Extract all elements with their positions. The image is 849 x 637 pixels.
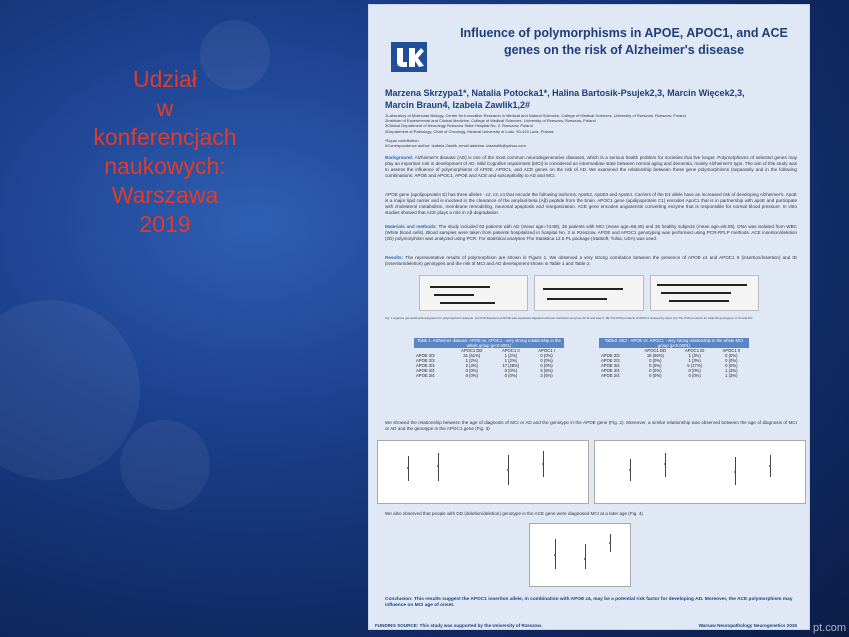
poster-title-line: Influence of polymorphisms in APOE, APOC1, and ACE <box>460 26 788 40</box>
affiliation-line: 4Department of Pathology, Chair of Oncology, Medical University of Lodz, 90-419 Lodz, Poland; <box>385 128 555 134</box>
table-header: APOC1 ID <box>684 348 705 353</box>
table-title: Table 1. Alzheimer disease: APOE vs. APOC1 - very strong relationship in the whole group (p<0.0001) <box>414 338 564 348</box>
affiliation-line: 1Laboratory of Molecular Biology, Centre for Innovative Research in Medical and Natural Sciences, College of Medical Sciences, University of Rzeszow, Rzeszow, Poland <box>385 113 686 118</box>
poster-title-line: genes on the risk of Alzheimer's disease <box>503 43 745 57</box>
table-header: APOC1 DD <box>644 348 667 353</box>
figure-4-plot <box>529 523 631 587</box>
authors-line: Marcin Braun4, Izabela Zawlik1,2# <box>385 100 531 110</box>
figure-2-plots <box>377 440 589 504</box>
gel-image-c <box>650 275 759 311</box>
background-section <box>385 155 797 179</box>
table-header: APOC1 II <box>501 348 520 353</box>
table-title: Table2. MCI - APOE vs. APOC1 - very strong relationship in the whole MCI group (p<0.0001) <box>599 338 749 348</box>
side-text-line: Warszawa <box>111 182 219 208</box>
table-row: APOE 3/4 2 (3%) 17 (28%) 0 (0%) <box>416 363 553 368</box>
section-body: The study included 63 patients with AD (mean age=74.88), 35 patients with MCI (mean age=68.45) and 35 healthy subjects (mean age=66.05). DNA was isolated from WBC (White blood cells). Blood samples were taken from patients hospitalized in hospital No. 2 in Rzeszow. APOE and APOC1 genotyping was performed using PCR-RFLP methods. ACE insertion/deletion (I/D) polymorphism was analyzed using PCR. For statistical analyses The Statistica 12.5 PL package (Statsoft, Tulsa, USA) was used. <box>385 224 797 241</box>
funding-source: FUNDING SOURCE: This study was supported by the University of Rzeszow. <box>375 623 543 628</box>
section-body: The representative results of polymorphism are shown in Figure 1. We observed a very strong correlation between the presence of APOE ε4 and APOC1 II (insertion/insertion) and ID (insertion/deletion) genotypes and the risk of MCI and AD development shown in Table 1 and Table 2. <box>385 255 797 266</box>
table-header: APOC1 I <box>538 348 555 353</box>
gel-image-b <box>534 275 643 311</box>
side-text-line: konferencjach <box>93 124 237 150</box>
watermark-text: pt.com <box>812 622 846 634</box>
correspondence-line: #Correspondence author: Izabela Zawlik, email address: izazawlik@yahoo.com <box>385 143 526 149</box>
table-row: APOE 2/4 0 (0%) 0 (0%) 3 (5%) <box>416 373 553 378</box>
table-1 <box>414 338 564 378</box>
affiliation-line: *Equal contribution <box>385 137 419 143</box>
background-bubble <box>120 420 210 510</box>
university-logo-icon <box>391 42 427 72</box>
table-row: APOE 3/3 31 (51%) 1 (2%) 0 (0%) <box>416 353 553 358</box>
figure-3-plots <box>594 440 806 504</box>
affiliation-line: 3Clinical Department of Neurology Rzeszow State Hospital No. 2, Rzeszow, Poland <box>385 123 533 129</box>
relationship-text <box>385 420 797 432</box>
figure-1-gels <box>419 275 759 311</box>
table-header: APOC1 DD <box>461 348 483 353</box>
table-row: APOE 4/4 0 (0%) 0 (0%) 1 (3%) <box>601 368 738 373</box>
poster-title <box>449 25 799 59</box>
side-text-line: 2019 <box>139 211 191 237</box>
side-text-line: naukowych: <box>104 153 226 179</box>
section-heading: Results: <box>385 255 404 260</box>
scientific-poster <box>368 4 810 630</box>
section-heading: Materials and methods: <box>385 224 437 229</box>
table-row: APOE 4/4 0 (0%) 0 (0%) 5 (8%) <box>416 368 553 373</box>
background-section-2 <box>385 192 797 216</box>
table-2 <box>599 338 749 378</box>
side-text-line: w <box>156 95 174 121</box>
table-row: APOE 2/3 1 (2%) 1 (2%) 0 (0%) <box>416 358 553 363</box>
affiliations <box>385 113 805 148</box>
figure-1-caption: Fig. 1 Agarose gel electrophoretograms for polymorphism analysis. (A) PCR fragment of APOE was separated digested with two restriction enzymes Afl III and Hae II. (B) The PCR products of APOC1 cleaved by HpaI. (C) The PCR products for ACE I/D genotypes: II, ID and DD. <box>385 316 754 320</box>
table-row: APOE 3/3 19 (66%) 1 (3%) 0 (0%) <box>601 353 738 358</box>
affiliation-line: 2Institute of Experimental and Clinical Medicine, College of Medical Sciences, University of Rzeszow, Rzeszow, Poland <box>385 118 596 124</box>
gel-image-a <box>419 275 528 311</box>
table-row: APOE 2/4 0 (0%) 0 (0%) 1 (3%) <box>601 373 738 378</box>
section-body: Alzheimer's disease (AD) is one of the most common neurodegenerative diseases, which is a serious health problem for societies that live longer. Polymorphisms of selected genes may play an important role in development of AD. Mild Cognitive Impairment (MCI) is considered an intermediate state between normal aging and dementia, mainly Alzheimer's type. The aim of this study was to assess the influence of polymorphisms of APOE, APOC1, and ACE genes on the risk of AD. We examined the relationship between these gene polymorphisms (separately and in the following combinations: APOE and APOC1, APOE and ACE and susceptibility to AD and MCI. <box>385 155 797 178</box>
methods-section <box>385 224 797 242</box>
section-body: APOE gene (apolipoprotein E) has three alleles - ε2, ε3, ε4 that encode the following isoforms: ApoE2, ApoE3 and ApoE4. Carriers of the E4 allele have an increased risk of developing Alzheimer's. ApoE is a major lipid carrier and is involved in the clearance of the amyloid-beta (Aβ) peptide from the brain. APOC1 gene (apolipoprotein C1) encodes ApoC1 that is in partnership with apoE and participate with cholesterol metabolism, membrane remodeling, neuronal apoptosis and reorganization. ACE gene encodes angiotensin converting enzyme that is responsible for normal blood pressure. In vitro studies showed that ACE plays a role in Aβ degradation. <box>385 192 797 215</box>
results-section <box>385 255 797 267</box>
authors-line: Marzena Skrzypa1*, Natalia Potocka1*, Halina Bartosik-Psujek2,3, Marcin Więcek2,3, <box>385 88 745 98</box>
conference-participation-text <box>40 65 290 239</box>
background-bubble <box>0 300 140 480</box>
conference-name: Warsaw Neuropathology Neurogenetics 2019 <box>698 623 797 628</box>
table-row: APOE 3/4 0 (0%) 5 (17%) 0 (0%) <box>601 363 738 368</box>
table-row: APOE 2/3 0 (0%) 1 (3%) 0 (0%) <box>601 358 738 363</box>
poster-footer <box>375 623 805 628</box>
poster-authors <box>385 87 805 111</box>
conclusion: Conclusion: This results suggest the APOC1 insertion allele, in combination with APOE ε4, may be a potential risk factor for developing AD. Moreover, the ACE polymorphism may influence on MCI age of onset. <box>385 597 793 609</box>
section-body: We also observed that people with DD (deletion/deletion) genotype in the ACE gene were diagnosed MCI at a later age (Fig. 4) <box>385 511 643 516</box>
section-body: We showed the relationship between the age of diagnosis of MCI or AD and the genotype in the APOE gene (Fig. 2). Moreover, a similar relationship was observed between the age of diagnosis of MCI or AD and the genotype in the APOC1 gene (Fig. 3) <box>385 420 797 431</box>
table-header: APOC1 II <box>722 348 741 353</box>
section-heading: Background: <box>385 155 414 160</box>
side-text-line: Udział <box>133 66 197 92</box>
dd-genotype-text <box>385 511 797 517</box>
